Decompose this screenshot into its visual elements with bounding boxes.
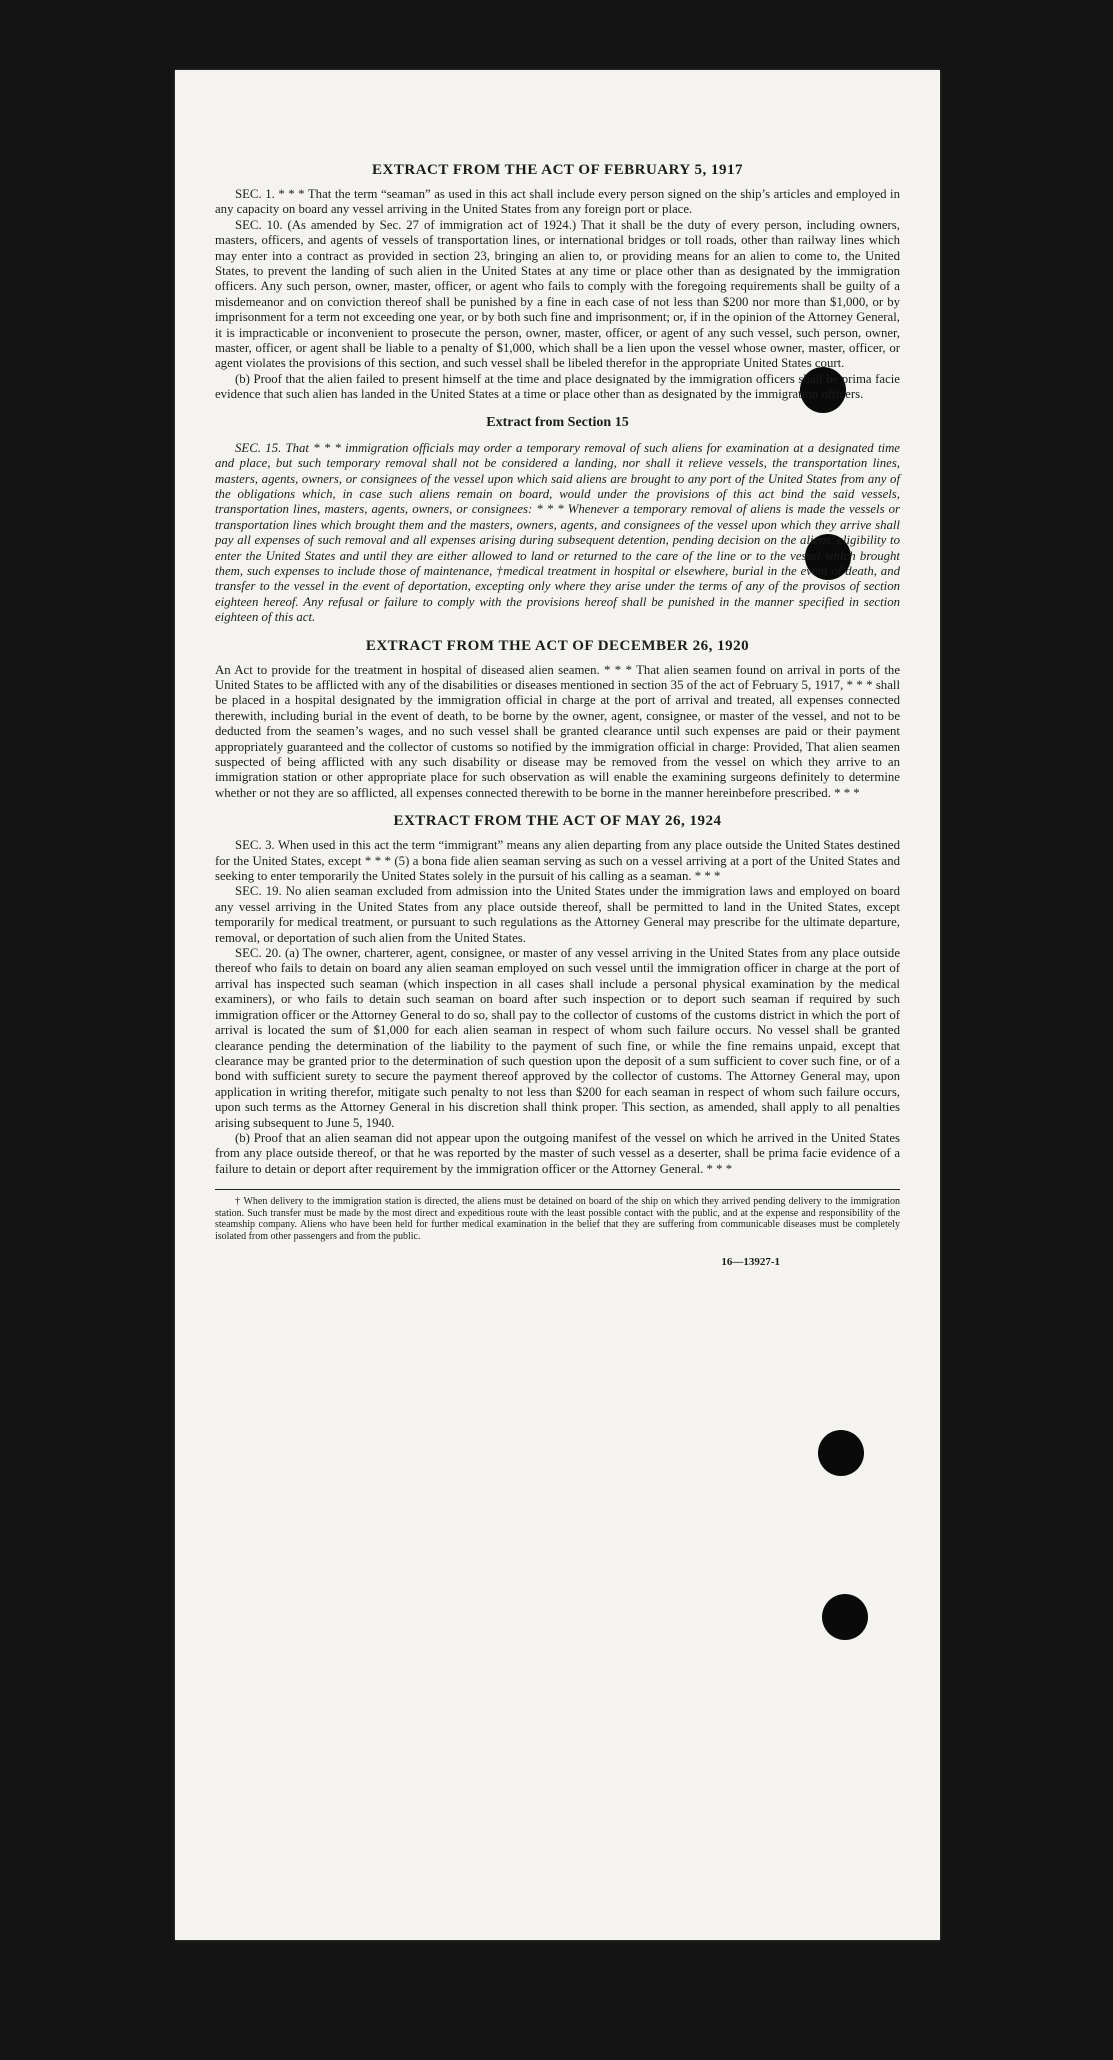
section-15 bbox=[215, 415, 900, 626]
heading-act-1920: EXTRACT FROM THE ACT OF DECEMBER 26, 1920 bbox=[365, 637, 750, 654]
heading-act-1917: EXTRACT FROM THE ACT OF FEBRUARY 5, 1917 bbox=[372, 162, 743, 178]
section-act-1920 bbox=[215, 638, 900, 802]
section-act-1917 bbox=[215, 162, 900, 403]
sec-1-text: SEC. 1. * * * That the term “seaman” as used in this act shall include every person signed on the ship’s articles and employed in any capacity on board any vessel arriving in the United States from any foreign port or place. bbox=[215, 187, 900, 217]
document-page bbox=[175, 70, 940, 1940]
form-number: 16—13927-1 bbox=[721, 1256, 780, 1269]
sec-3-text: SEC. 3. When used in this act the term “immigrant” means any alien departing from any place outside the United States destined for the United States, except * * * (5) a bona fide alien seaman serving as such on a vessel arriving at a port of the United States and seeking to enter temporarily the United States solely in the pursuit of his calling as a seaman. * * * bbox=[215, 838, 900, 884]
footnote-text: † When delivery to the immigration station is directed, the aliens must be detained on board of the ship on which they arrived pending delivery to the immigration station. Such transfer must be made by the most direct and expeditious route with the least possible contact with the public, and at the expense and responsibility of the steamship company. Aliens who have been held for further medical examination in the belief that they are suffering from communicable diseases must be completely isolated from other passengers and from the public. bbox=[215, 1196, 900, 1242]
sec-19-text: SEC. 19. No alien seaman excluded from admission into the United States under the immigration laws and employed on board any vessel arriving in the United States from any place outside thereof, shall be permitted to land in the United States, except temporarily for medical treatment, or pursuant to such regulations as the Attorney General may prescribe for the ultimate departure, removal, or deportation of such alien from the United States. bbox=[215, 884, 900, 945]
footnote-divider bbox=[215, 1189, 900, 1190]
punch-hole bbox=[822, 1594, 868, 1640]
heading-section-15: Extract from Section 15 bbox=[486, 414, 629, 430]
sec-20b-text: (b) Proof that an alien seaman did not appear upon the outgoing manifest of the vessel on which he arrived in the United States from any place outside thereof, or that he was reported by the master of such vessel as a deserter, shall be prima facie evidence of a failure to detain or deport after requirement by the immigration officer or the Attorney General. * * * bbox=[215, 1130, 900, 1176]
sec-20a-text: SEC. 20. (a) The owner, charterer, agent, consignee, or master of any vessel arriving in the United States from any place outside thereof who fails to detain on board any alien seaman employed on such vessel until the immigration officer in charge at the port of arrival has inspected such seaman (which inspection in all cases shall include a personal physical examination by the medical examiners), or who fails to detain such seaman on board after such inspection or to deport such seaman if required by such immigration officer or the Attorney General to do so, shall pay to the collector of customs of the customs district in which the port of arrival is located the sum of $1,000 for each alien seaman in respect of whom such failure occurs. No vessel shall be granted clearance pending the determination of the liability to the payment of such fine, or while the fine remains unpaid, except that clearance may be granted prior to the determination of such question upon the deposit of a sum sufficient to cover such fine, or of a bond with sufficient surety to secure the payment thereof approved by the collector of customs. The Attorney General may, upon application in writing therefor, mitigate such penalty to not less than $200 for each seaman in respect of whom such failure occurs, upon such terms as the Attorney General in his discretion shall think proper. This section, as amended, shall apply to all penalties arising subsequent to June 5, 1940. bbox=[215, 946, 900, 1130]
sec-10b-text: (b) Proof that the alien failed to present himself at the time and place designated by the immigration officers shall be prima facie evidence that such alien has landed in the United States at a time or place other than as designated by the immigration officers. bbox=[215, 371, 900, 402]
sec-10-text: SEC. 10. (As amended by Sec. 27 of immigration act of 1924.) That it shall be the duty of every person, including owners, masters, officers, and agents of vessels of transportation lines, or international bridges or toll roads, other than railway lines which may enter into a contract as provided in section 23, bringing an alien to, or providing means for an alien to come to, the United States, to prevent the landing of such alien in the United States at any time or place other than as designated by the immigration officers. Any such person, owner, master, officer, or agent who fails to comply with the foregoing requirements shall be guilty of a misdemeanor and on conviction thereof shall be punished by a fine in each case of not less than $200 nor more than $1,000, or by imprisonment for a term not exceeding one year, or by both such fine and imprisonment; or, if in the opinion of the Attorney General, it is impracticable or inconvenient to prosecute the person, owner, master, officer, or agent of any such vessel, such person, owner, master, officer, or agent shall be liable to a penalty of $1,000, which shall be a lien upon the vessel whose owner, master, officer, or agent violates the provisions of this section, and such vessel shall be libeled therefor in the appropriate United States court. bbox=[215, 217, 900, 371]
footnote bbox=[215, 1196, 900, 1242]
punch-hole bbox=[818, 1430, 864, 1476]
act-1920-text: An Act to provide for the treatment in hospital of diseased alien seamen. * * * That alien seamen found on arrival in ports of the United States to be afflicted with any of the disabilities or diseases mentioned in section 35 of the act of February 5, 1917, * * * shall be placed in a hospital designated by the immigration official in charge at the port of arrival and treated, all expenses connected therewith, including burial in the event of death, to be borne by the owner, agent, consignee, or master of the vessel, and not to be deducted from the seamen’s wages, and no such vessel shall be granted clearance until such expenses are paid or their payment appropriately guaranteed and the collector of customs so notified by the immigration official in charge: Provided, That alien seamen suspected of being afflicted with any such disability or disease may be removed from the vessel on which they arrive to an immigration station or other appropriate place for such observation as will enable the examining surgeons definitely to determine whether or not they are so afflicted, all expenses connected therewith to be borne in the manner hereinbefore prescribed. * * * bbox=[215, 662, 900, 800]
sec-15-text: SEC. 15. That * * * immigration officials may order a temporary removal of such aliens for examination at a designated time and place, but such temporary removal shall not be considered a landing, nor shall it relieve vessels, the transportation lines, masters, agents, owners, or consignees of the vessel upon which said aliens are brought to any port of the United States from any of the obligations which, in case such aliens remain on board, would under the provisions of this act bind the said vessels, transportation lines, masters, agents, owners, or consignees: * * * Whenever a temporary removal of aliens is made the vessels or transportation lines which brought them and the masters, owners, agents, and consignees of the vessel upon which they arrive shall pay all expenses of such removal and all expenses arising during subsequent detention, pending decision on the aliens’ eligibility to enter the United States and until they are either allowed to land or returned to the care of the line or to the vessel which brought them, such expenses to include those of maintenance, †medical treatment in hospital or elsewhere, burial in the event of death, and transfer to the vessel in the event of deportation, excepting only where they arise under the terms of any of the provisos of section eighteen hereof. Any refusal or failure to comply with the provisions hereof shall be punished in the manner specified in section eighteen of this act. bbox=[215, 440, 900, 625]
heading-act-1924: EXTRACT FROM THE ACT OF MAY 26, 1924 bbox=[393, 813, 722, 830]
document-body bbox=[215, 162, 900, 1268]
section-act-1924 bbox=[215, 813, 900, 1177]
